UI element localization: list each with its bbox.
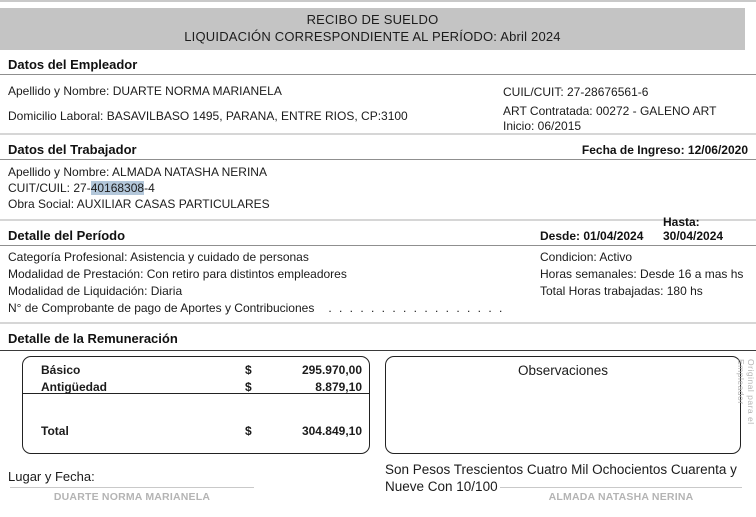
section-periodo [0,215,756,322]
document-title: RECIBO DE SUELDO [306,12,439,27]
concepto-cell: Antigüedad [41,380,107,394]
observaciones-box [385,356,741,454]
section-trabajador [0,135,756,219]
comprobante-label: N° de Comprobante de pago de Aportes y Contribuciones [8,301,315,315]
empleador-heading-row [0,50,756,75]
document-subtitle: LIQUIDACIÓN CORRESPONDIENTE AL PERÍODO: Abril 2024 [184,29,561,44]
periodo-condicion: Condicion: Activo [540,250,633,264]
trabajador-fecha-ingreso: Fecha de Ingreso: 12/06/2020 [581,143,748,157]
empleador-domicilio-laboral: Domicilio Laboral: BASAVILBASO 1495, PARANA, ENTRE RIOS, CP:3100 [8,109,408,123]
section-empleador [0,50,756,133]
periodo-heading-row [0,215,756,246]
table-row [23,363,369,377]
periodo-modalidad-prestacion: Modalidad de Prestación: Con retiro para distintos empleadores [8,267,347,281]
firma-trabajador: ALMADA NATASHA NERINA [500,487,742,503]
trabajador-cuit-cuil [8,182,748,194]
currency-cell: $ [245,363,252,377]
empleador-left-column [8,75,503,133]
empleador-right-column [503,75,748,133]
periodo-hasta: Hasta: 30/04/2024 [663,215,724,243]
trabajador-apellido-nombre: Apellido y Nombre: ALMADA NATASHA NERINA [8,165,267,179]
section-remuneracion [0,324,756,457]
table-row [23,380,369,394]
periodo-heading: Detalle del Período [8,228,126,243]
trabajador-body [0,160,756,219]
document-header [0,8,745,50]
empleador-art-contratada: ART Contratada: 00272 - GALENO ART [503,104,717,118]
periodo-comprobante [8,302,540,314]
total-currency: $ [245,424,252,438]
empleador-heading: Datos del Empleador [8,57,138,72]
periodo-modalidad-liquidacion: Modalidad de Liquidación: Diaria [8,284,183,298]
empleador-columns [0,75,756,133]
remuneracion-table [22,356,370,454]
page-top-edge [0,0,756,2]
remuneracion-heading: Detalle de la Remuneración [8,331,178,346]
concepto-cell: Básico [41,363,81,377]
periodo-categoria-profesional: Categoría Profesional: Asistencia y cuidado de personas [8,250,309,264]
periodo-columns [0,246,756,322]
trabajador-obra-social: Obra Social: AUXILIAR CASAS PARTICULARES [8,197,270,211]
trabajador-heading-row [0,135,756,160]
empleador-apellido-nombre: Apellido y Nombre: DUARTE NORMA MARIANELA [8,84,282,98]
total-importe: 304.849,10 [301,424,362,438]
periodo-total-horas: Total Horas trabajadas: 180 hs [540,284,703,298]
copy-type-vertical-label: Original para el Empleador [736,359,756,425]
observaciones-title: Observaciones [517,363,609,378]
importe-cell: 295.970,00 [301,363,362,377]
periodo-desde: Desde: 01/04/2024 [540,229,644,243]
table-separator-line [23,393,369,394]
table-total-row [23,424,369,438]
remuneracion-heading-row [0,324,756,351]
periodo-horas-semanales: Horas semanales: Desde 16 a mas hs [540,267,744,281]
lugar-fecha-label: Lugar y Fecha: [8,469,95,484]
comprobante-dotted-line: . . . . . . . . . . . . . . . . . [328,301,505,315]
remuneracion-area [0,351,756,457]
cuit-highlighted-text: 40168308 [90,181,145,195]
empleador-cuil-cuit: CUIL/CUIT: 27-28676561-6 [503,85,649,99]
trabajador-heading: Datos del Trabajador [8,142,137,157]
importe-cell: 8.879,10 [315,380,362,394]
firma-empleador: DUARTE NORMA MARIANELA [10,487,254,503]
cuit-suffix: -4 [144,181,155,195]
importe-en-letras: Son Pesos Trescientos Cuatro Mil Ochocientos Cuarenta y Nueve Con 10/100 [385,462,737,494]
currency-cell: $ [245,380,252,394]
periodo-left-column [8,246,540,314]
empleador-inicio: Inicio: 06/2015 [503,119,582,133]
periodo-right-column [540,246,748,314]
cuit-prefix: CUIT/CUIL: 27- [8,181,91,195]
total-label: Total [41,424,69,438]
